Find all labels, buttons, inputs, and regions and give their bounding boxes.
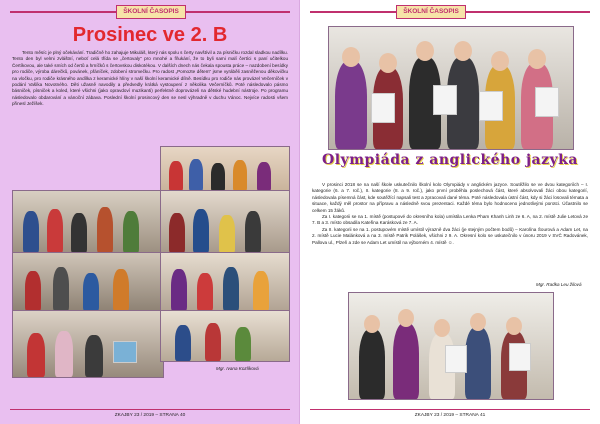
class-photo-5 — [160, 252, 290, 312]
page-footer: ZKAJBY 23 / 2019 – STRANA 40 — [114, 413, 186, 418]
page-footer: ZKAJBY 23 / 2019 – STRANA 41 — [414, 413, 486, 418]
left-header — [0, 0, 300, 22]
class-photo-6 — [12, 310, 164, 378]
right-page — [300, 0, 600, 424]
class-group-photo — [348, 292, 554, 400]
footer-rule — [310, 409, 590, 410]
photo-caption: Mgr. Radka Leu žilová — [536, 282, 582, 287]
article-paragraph-1: V prosinci 2018 se na naší škole uskutečnilo školní kolo Olympiády v anglickém jazyce. Soutěžilo se ve dvou kategoriích – I. kategorie (6. a 7. roč.), II. kategorie (8. a 9. roč.), jako první proběhla poslechová část, které absolvovali žáci obou kategorií, následovala písemná část, kde soutěžící napsali test a zpracovali dané téma. Poté následovala ústní část, kdy si žáci losovali témata a situace, každý měl prostor na přípravu a následně svou prezentaci. Každé téma bylo hodnoceno jednotlivými porotci. Účastnilo se celkem 15 žáků. — [312, 182, 588, 213]
footer-rule — [10, 409, 290, 410]
photo-caption: Mgr. Ivana Kozlíková — [216, 366, 259, 371]
class-photo-1 — [160, 146, 290, 192]
class-photo-2 — [12, 190, 164, 254]
class-photo-3 — [160, 190, 290, 254]
header-label: ŠKOLNÍ ČASOPIS — [116, 5, 186, 19]
article-paragraph-3: Za II. kategorii se na 1. postupovém místě umístil výrazně dva žáci (je stejným počtem bodů) – Karolína Šourová a Adam Let, na 2. místě Lucie Malánková a na 3. místě Patrik Polášek, všichni z 9. A. Okresní kolo se uskutečnilo v únoru 2019 v SVČ Radovánek, Pallova ul., Plzeň a zde se Adam Let umístil na výborném 4. místě ☺. — [312, 226, 588, 245]
article-paragraph-2: Za I. kategorii se na 1. místě (postupové do okresního kola) umístila Lenka Pham Khanh Linh ze 6. A, na 2. místě Julie Letová ze 7. B a 3. místo obsadila Kateřina Karásková ze 7. A. — [312, 214, 588, 226]
winners-photo — [328, 26, 574, 150]
article-paragraph: Tento měsíc je plný očekávání. Tradičně ho zahajuje Mikuláš, který nás spolu s čerty navštívil a za písničku rozdal sladkou nadílku. Tento den byl velmi zvláštní, neboť celá třída se „čertovaly“ pro mnohé a fňukání, že to byli sami malí čertíci s paní učitelkou Čertíkovou, ale také smích od čertů a hrníčků s čertovskou diskotékou. V dalších dnech nás čekala spousta práce – nazdobení besídky pro rodiče, výroba dárečků, povánek, přáníček, zdobení stromečku. Pro radost „Pomozte dětem“ jsme vyráběli zasněženou děkovičku na vločku, pro rodiče krásného andílka z keramické hlíny v naší školní keramické dílně. Besídku pro rodiče nás provázel Večerníček v podání Vašíka Novotného. Děti užasně navodily a předvedly krátká vystoupení z několika Večerníčků. Poté následovalo pásmo básniček, písniček a koled, které všichni (jako opravdoví muzikanti) perfektně doprovázeli na dětské hudební nástroje. Po programu následovalo obdarování a vánoční zábava. Poslední školní prosincový den se nesl výhradně v duchu Vánoc. Nejvíce radosti všem přinesl Ježíšek. — [12, 50, 288, 107]
class-photo-7 — [160, 310, 290, 362]
class-photo-4 — [12, 252, 164, 312]
article-text — [12, 50, 288, 148]
right-header — [300, 0, 600, 22]
article-text — [312, 182, 588, 274]
header-label: ŠKOLNÍ ČASOPIS — [396, 5, 466, 19]
article-title: Olympiáda z anglického jazyka — [322, 152, 578, 168]
page-title: Prosinec ve 2. B — [72, 24, 228, 46]
